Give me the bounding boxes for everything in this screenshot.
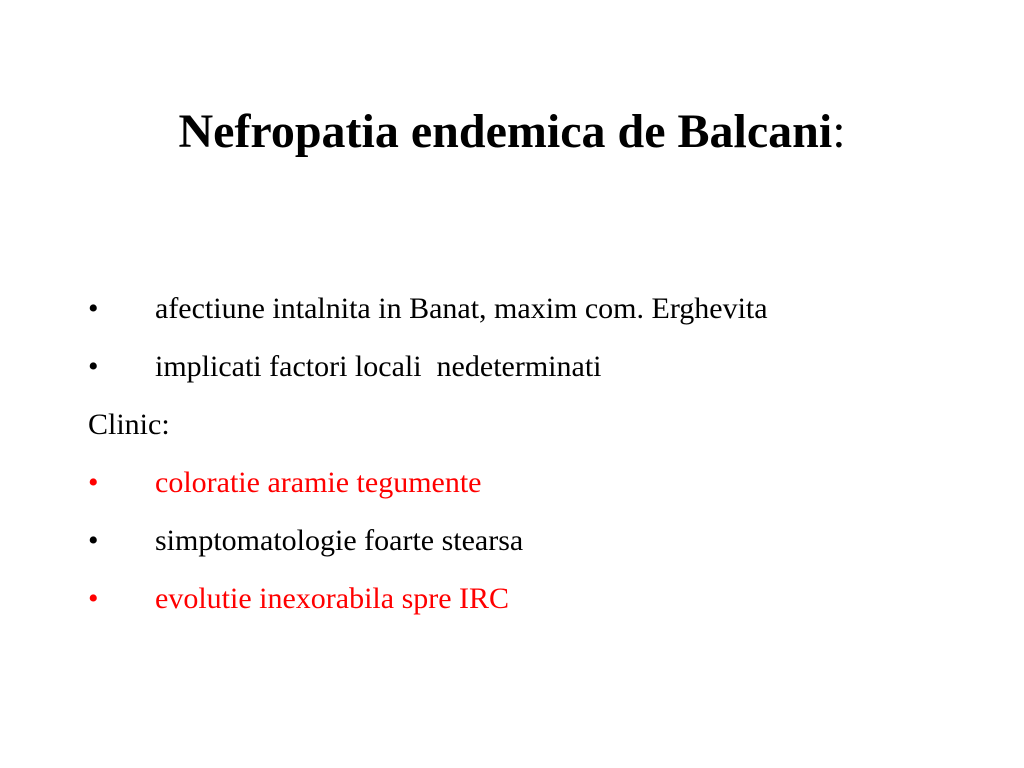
- list-item: [88, 524, 948, 558]
- list-item: [88, 350, 948, 384]
- list-item-highlighted: [88, 466, 948, 500]
- bullet-icon: •: [88, 582, 99, 615]
- section-label-text: Clinic:: [88, 408, 170, 441]
- list-item-text: implicati factori locali nedeterminati: [155, 350, 602, 383]
- list-item-text: afectiune intalnita in Banat, maxim com. Erghevita: [155, 292, 768, 325]
- list-item-text: evolutie inexorabila spre IRC: [155, 582, 510, 615]
- list-item-highlighted: [88, 582, 948, 616]
- slide-title-colon: :: [832, 105, 846, 158]
- bullet-icon: •: [88, 466, 99, 499]
- bullet-icon: •: [88, 350, 99, 383]
- list-item: [88, 292, 948, 326]
- list-item-text: simptomatologie foarte stearsa: [155, 524, 524, 557]
- slide-title-text: Nefropatia endemica de Balcani: [178, 105, 833, 158]
- list-item-text: coloratie aramie tegumente: [155, 466, 482, 499]
- bullet-icon: •: [88, 524, 99, 557]
- bullet-icon: •: [88, 292, 99, 325]
- section-label: [88, 408, 948, 442]
- bullet-list: [88, 292, 948, 640]
- slide-title: [0, 102, 1024, 162]
